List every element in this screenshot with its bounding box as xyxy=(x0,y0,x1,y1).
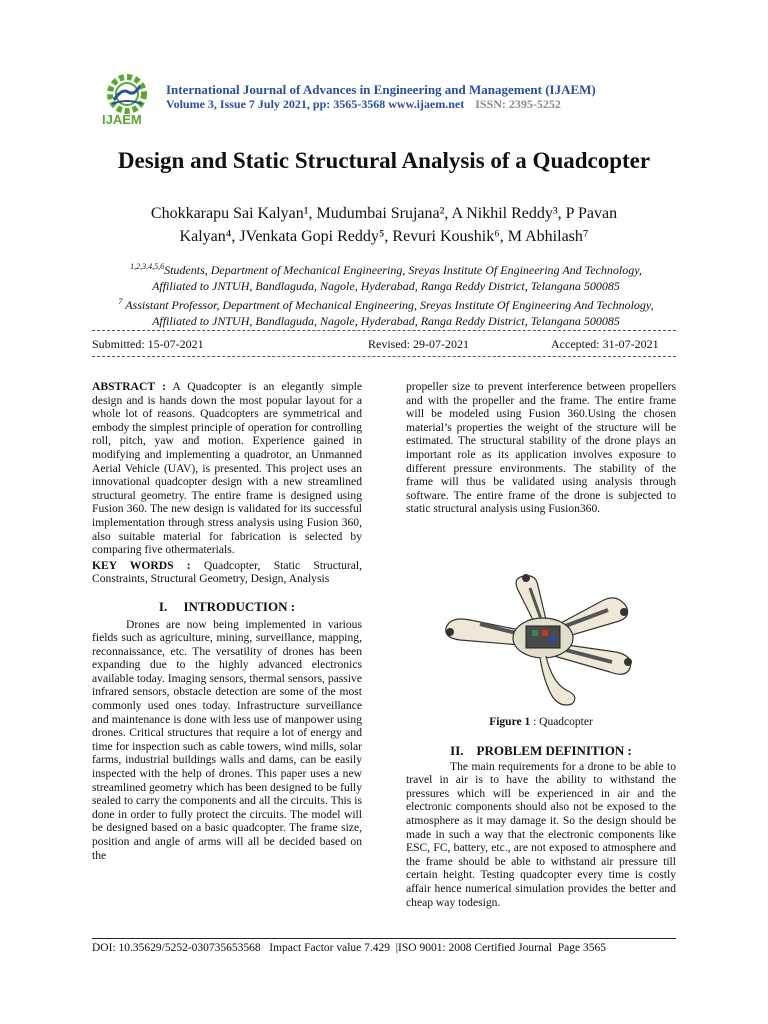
paper-title: Design and Static Structural Analysis of a Quadcopter xyxy=(117,148,651,173)
journal-name: International Journal of Advances in Engineering and Management (IJAEM) xyxy=(166,82,596,97)
divider-top xyxy=(92,330,676,331)
intro-text: Drones are now being implemented in various fields such as agriculture, mining, surveillance, mapping, reconnaissance, etc. The versatility of drones has been expanding due to the highly advanced electronics available today. Imaging sensors, thermal sensors, passive infrared sensors, obstacle detection are some of the most commonly used ones today. Infrastructure surveillance and maintenance is done with less use of manpower using drones. Critical structures that require a lot of energy and time for inspection such as cable towers, wind mills, solar farms, industrial buildings walls and dams, can be easily inspected with the help of drones. This paper uses a new streamlined geometry which has been designed to be fully sealed to carry the components and all the circuits. This is done in order to fully protect the circuits. The model will be designed based on a basic quadcopter. The frame size, position and angle of arms will all be decided based on the xyxy=(92,617,362,862)
affiliations xyxy=(92,259,680,329)
problem-section xyxy=(406,744,676,909)
affiliation-2-line-2: Affiliated to JNTUH, Bandlaguda, Nagole, Hyderabad, Ranga Reddy District, Telangana 500085 xyxy=(152,313,620,328)
problem-text: The main requirements for a drone to be able to travel in air is to have the ability to withstand the pressures which will be experienced in air and the electronic components should also not be exposed to the atmosphere as it may damage it. So the design should be made in such a way that the electronic components like ESC, FC, battery, etc., are not exposed to atmosphere and the frame should be able to withstand air pressure till certain height. Testing quadcopter every time is costly affair hence numerical simulation provides the better and cheap way todesign. xyxy=(406,759,676,909)
figure-caption: Figure 1 : Quadcopter xyxy=(489,716,593,728)
issue-info: Volume 3, Issue 7 July 2021, pp: 3565-3568 www.ijaem.net xyxy=(166,97,465,111)
left-column xyxy=(92,380,362,862)
submitted-date: Submitted: 15-07-2021 xyxy=(92,337,204,351)
affiliation-2: $^7$ Assistant Professor, Department of Mechanical Engineering, Sreyas Institute Of Engineering And Technology, xyxy=(118,297,654,312)
keywords: KEY WORDS : Quadcopter, Static Structural, Constraints, Structural Geometry, Design, Analysis xyxy=(92,558,362,586)
footer-doi: DOI: 10.35629/5252-030735653568 Impact Factor value 7.429 |ISO 9001: 2008 Certified Journal Page 3565 xyxy=(92,942,606,954)
logo-text: IJAEM xyxy=(102,112,142,127)
authors-line-1: Chokkarapu Sai Kalyan¹, Mudumbai Srujana², A Nikhil Reddy³, P Pavan xyxy=(150,205,618,222)
intro-heading: I. INTRODUCTION : xyxy=(158,598,296,614)
footer-divider xyxy=(92,938,676,939)
gear-icon xyxy=(110,77,144,111)
abstract: ABSTRACT : A Quadcopter is an elegantly simple design and is hands down the most popular layout for a whole lot of reasons. Quadcopters are symmetrical and embody the simplest principle of operation for controlling roll, pitch, yaw and motion. Experience gained in modifying and implementing a quadrotor, an Unmanned Aerial Vehicle (UAV), is presented. This project uses an innovational quadcopter design with a new streamlined structural geometry. The entire frame is designed using Fusion 360. The new design is validated for its successful implementation through stress analysis using Fusion 360, also suitable material for fabrication is selected by comparing five othermaterials. xyxy=(92,380,363,557)
problem-heading: II. PROBLEM DEFINITION : xyxy=(450,743,632,758)
affiliation-1-line-2: Affiliated to JNTUH, Bandlaguda, Nagole, Hyderabad, Ranga Reddy District, Telangana 500085 xyxy=(152,278,620,293)
affiliation-1: $^{1,2,3,4,5,6}$Students, Department of Mechanical Engineering, Sreyas Institute Of Engineering And Technology, xyxy=(130,262,642,277)
quadcopter-figure xyxy=(440,572,640,710)
issn: ISSN: 2395-5252 xyxy=(475,97,561,111)
authors-line-2: Kalyan⁴, JVenkata Gopi Reddy⁵, Revuri Koushik⁶, M Abhilash⁷ xyxy=(179,228,589,245)
author-list xyxy=(70,202,698,248)
divider-bottom xyxy=(92,356,676,357)
right-column xyxy=(406,380,676,516)
revised-date: Revised: 29-07-2021 xyxy=(368,337,469,351)
journal-issue xyxy=(166,97,561,112)
continued-text: propeller size to prevent interference between propellers and with the propeller and the frame. The entire frame will be modeled using Fusion 360.Using the chosen material’s properties the weight of the structure will be estimated. The structural stability of the drone plays an important role as its application involves exposure to different pressure environments. The stability of the frame will thus be validated using analysis through software. The entire frame of the drone is subjected to static structural analysis using Fusion360. xyxy=(406,380,676,516)
accepted-date: Accepted: 31-07-2021 xyxy=(551,337,659,351)
journal-logo xyxy=(92,70,162,132)
